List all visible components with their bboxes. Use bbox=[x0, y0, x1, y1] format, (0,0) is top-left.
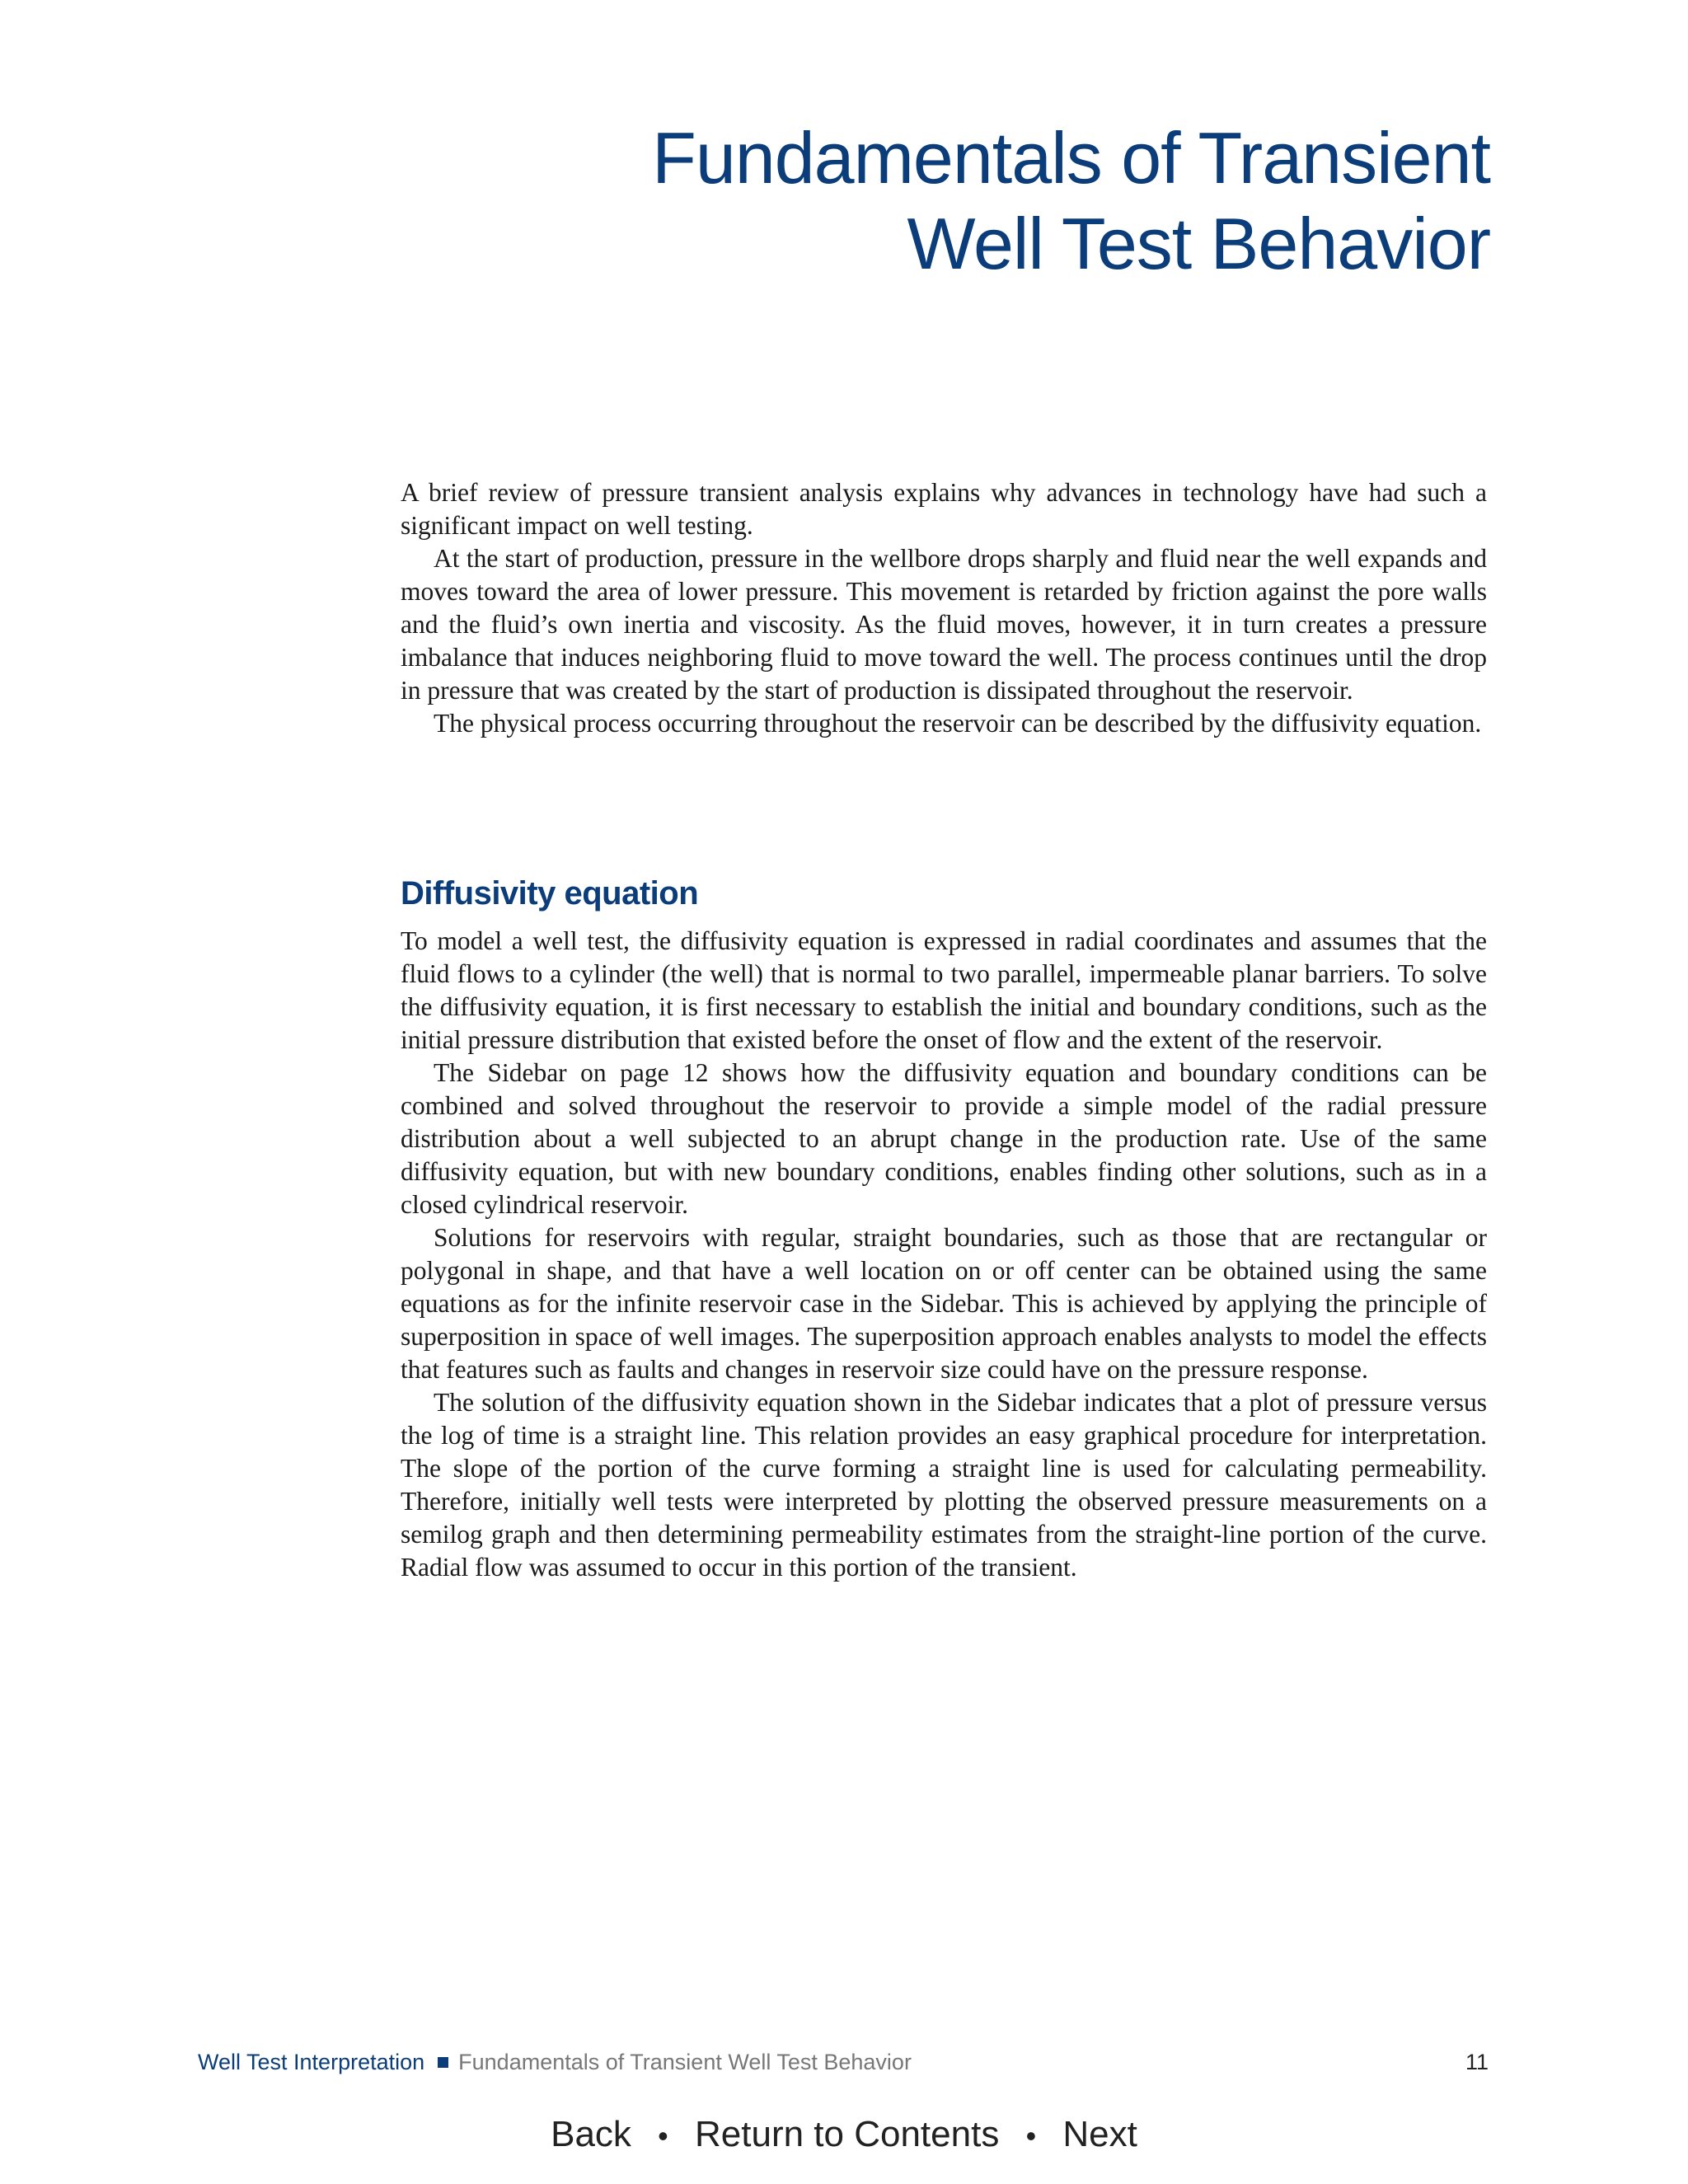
footer-brand: Well Test Interpretation bbox=[198, 2050, 425, 2074]
section-paragraph: Solutions for reservoirs with regular, straight boundaries, such as those that are rectangular or polygonal in shape, and that have a well location on or off center can be obtained using the same equations as for the infinite reservoir case in the Sidebar. This is achieved by applying the principle of superposition in space of well images. The superposition approach enables analysts to model the effects that features such as faults and changes in reservoir size could have on the pressure response. bbox=[401, 1223, 1487, 1384]
intro-text bbox=[401, 476, 1487, 740]
page-title-line-2: Well Test Behavior bbox=[907, 203, 1490, 284]
nav-separator: • bbox=[658, 2119, 668, 2153]
section-paragraph: To model a well test, the diffusivity equation is expressed in radial coordinates and assumes that the fluid flows to a cylinder (the well) that is normal to two parallel, impermeable planar barriers. To solve the diffusivity equation, it is first necessary to establish the initial and boundary conditions, such as the initial pressure distribution that existed before the onset of flow and the extent of the reservoir. bbox=[401, 926, 1487, 1054]
nav-separator: • bbox=[1025, 2119, 1037, 2153]
intro-paragraph: The physical process occurring throughout the reservoir can be described by the diffusivity equation. bbox=[434, 709, 1482, 738]
return-to-contents-link[interactable]: Return to Contents bbox=[695, 2114, 1000, 2154]
footer-square-icon bbox=[438, 2057, 448, 2068]
page-footer bbox=[198, 2046, 1489, 2079]
next-link[interactable]: Next bbox=[1062, 2114, 1137, 2154]
section-text bbox=[401, 925, 1487, 1584]
section-paragraph: The solution of the diffusivity equation shown in the Sidebar indicates that a plot of pressure versus the log of time is a straight line. This relation provides an easy graphical procedure for interpretation. The slope of the portion of the curve forming a straight line is used for calculating permeability. Therefore, initially well tests were interpreted by plotting the observed pressure measurements on a semilog graph and then determining permeability estimates from the straight-line portion of the curve. Radial flow was assumed to occur in this portion of the transient. bbox=[401, 1388, 1487, 1582]
page-navigation bbox=[0, 2110, 1688, 2161]
intro-paragraph: At the start of production, pressure in the wellbore drops sharply and fluid near the well expands and moves toward the area of lower pressure. This movement is retarded by friction against the pore walls and the fluid’s own inertia and viscosity. As the fluid moves, however, it in turn creates a pressure imbalance that induces neighboring fluid to move toward the well. The process continues until the drop in pressure that was created by the start of production is dissipated throughout the reservoir. bbox=[401, 544, 1487, 705]
footer-chapter: Fundamentals of Transient Well Test Behavior bbox=[458, 2050, 912, 2074]
back-link[interactable]: Back bbox=[551, 2114, 631, 2154]
intro-paragraph: A brief review of pressure transient analysis explains why advances in technology have had such a significant impact on well testing. bbox=[401, 478, 1487, 540]
section-paragraph: The Sidebar on page 12 shows how the diffusivity equation and boundary conditions can be combined and solved throughout the reservoir to provide a simple model of the radial pressure distribution about a well subjected to an abrupt change in the production rate. Use of the same diffusivity equation, but with new boundary conditions, enables finding other solutions, such as in a closed cylindrical reservoir. bbox=[401, 1058, 1487, 1219]
section-heading: Diffusivity equation bbox=[401, 875, 699, 912]
page-number: 11 bbox=[1465, 2050, 1489, 2074]
page-title-line-1: Fundamentals of Transient bbox=[652, 117, 1490, 199]
page-title bbox=[419, 115, 1490, 287]
